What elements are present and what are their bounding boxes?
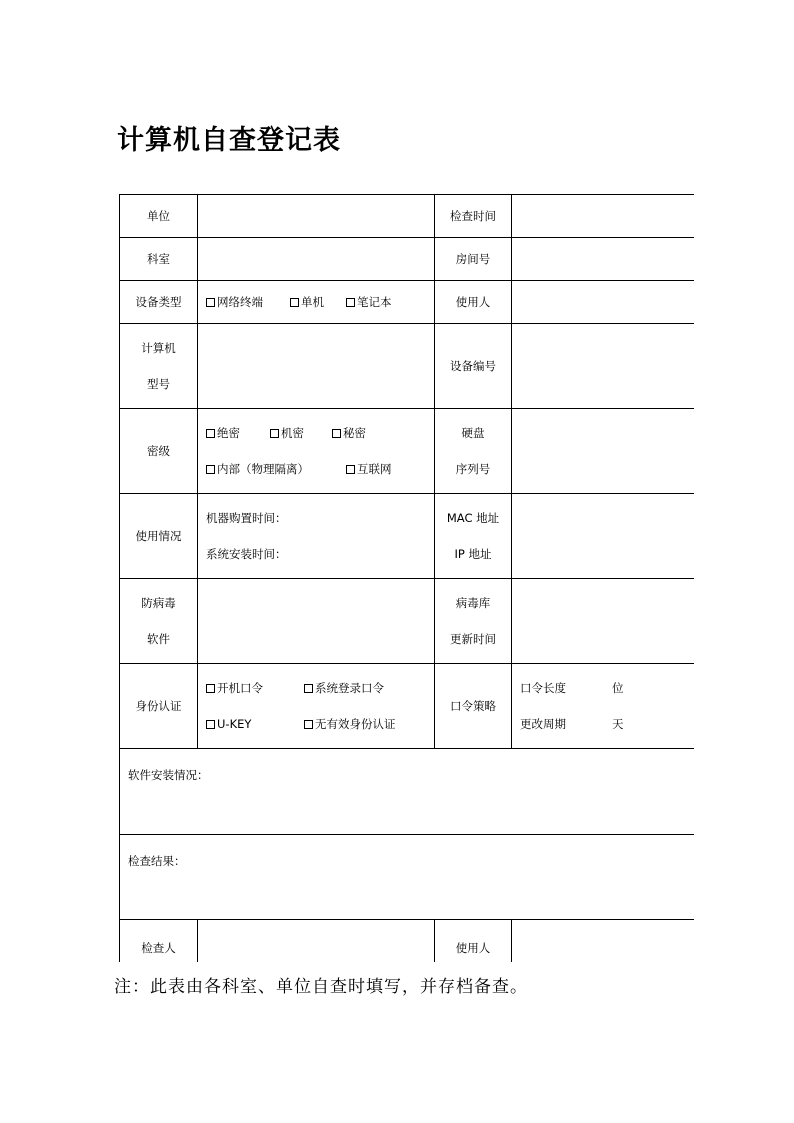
pw-change-label: 更改周期	[520, 717, 566, 731]
page-title: 计算机自查登记表	[117, 125, 341, 156]
self-check-form	[119, 194, 694, 962]
check-result-field[interactable]	[120, 835, 695, 920]
software-label: 软件安装情况：	[128, 768, 209, 782]
purchase-time-label: 机器购置时间：	[206, 511, 287, 525]
install-time-label: 系统安装时间：	[206, 547, 287, 561]
disk-serial-field[interactable]	[512, 409, 695, 494]
device-type-options	[198, 281, 435, 324]
checkbox-icon	[270, 429, 279, 438]
unit-label: 单位	[120, 195, 198, 238]
user-label: 使用人	[435, 281, 512, 324]
checkbox-top-secret[interactable]: 绝密	[206, 425, 270, 441]
checkbox-network-terminal[interactable]: 网络终端	[206, 294, 290, 310]
check-time-field[interactable]	[512, 195, 695, 238]
dept-label: 科室	[120, 238, 198, 281]
inspector-label: 检查人	[120, 920, 198, 963]
user-field[interactable]	[512, 281, 695, 324]
checkbox-icon	[206, 720, 215, 729]
usage-label: 使用情况	[120, 494, 198, 579]
model-field[interactable]	[198, 324, 435, 409]
model-label: 计算机 型号	[120, 324, 198, 409]
device-type-label: 设备类型	[120, 281, 198, 324]
pw-length-unit: 位	[612, 681, 624, 695]
checkbox-no-auth[interactable]: 无有效身份认证	[304, 716, 396, 732]
checkbox-icon	[206, 465, 215, 474]
checkbox-confidential[interactable]: 机密	[270, 425, 332, 441]
software-install-field[interactable]	[120, 749, 695, 835]
checkbox-standalone[interactable]: 单机	[290, 294, 346, 310]
checkbox-ukey[interactable]: U-KEY	[206, 716, 304, 732]
device-no-field[interactable]	[512, 324, 695, 409]
antivirus-field[interactable]	[198, 579, 435, 664]
checkbox-icon	[206, 298, 215, 307]
device-no-label: 设备编号	[435, 324, 512, 409]
security-options	[198, 409, 435, 494]
result-label: 检查结果：	[128, 854, 186, 868]
user-field-bottom[interactable]	[512, 920, 695, 963]
checkbox-icon	[206, 684, 215, 693]
usage-field[interactable]	[198, 494, 435, 579]
checkbox-icon	[346, 465, 355, 474]
user-label-bottom: 使用人	[435, 920, 512, 963]
password-policy-label: 口令策略	[435, 664, 512, 749]
check-time-label: 检查时间	[435, 195, 512, 238]
footnote: 注：此表由各科室、单位自查时填写，并存档备查。	[114, 977, 528, 997]
antivirus-label: 防病毒 软件	[120, 579, 198, 664]
pw-change-unit: 天	[612, 717, 624, 731]
checkbox-icon	[346, 298, 355, 307]
checkbox-internet[interactable]: 互联网	[346, 461, 392, 477]
virus-db-field[interactable]	[512, 579, 695, 664]
security-label: 密级	[120, 409, 198, 494]
pw-length-label: 口令长度	[520, 681, 566, 695]
checkbox-laptop[interactable]: 笔记本	[346, 294, 392, 310]
unit-field[interactable]	[198, 195, 435, 238]
mac-ip-field[interactable]	[512, 494, 695, 579]
mac-ip-label: MAC 地址 IP 地址	[435, 494, 512, 579]
auth-options	[198, 664, 435, 749]
password-policy-field[interactable]	[512, 664, 695, 749]
inspector-field[interactable]	[198, 920, 435, 963]
disk-label: 硬盘 序列号	[435, 409, 512, 494]
checkbox-icon	[304, 684, 313, 693]
checkbox-icon	[332, 429, 341, 438]
checkbox-login-password[interactable]: 系统登录口令	[304, 680, 384, 696]
room-label: 房间号	[435, 238, 512, 281]
room-field[interactable]	[512, 238, 695, 281]
checkbox-boot-password[interactable]: 开机口令	[206, 680, 304, 696]
checkbox-secret[interactable]: 秘密	[332, 425, 366, 441]
form-table-wrapper	[119, 194, 694, 962]
checkbox-internal[interactable]: 内部（物理隔离）	[206, 461, 346, 477]
checkbox-icon	[206, 429, 215, 438]
dept-field[interactable]	[198, 238, 435, 281]
checkbox-icon	[290, 298, 299, 307]
virus-db-label: 病毒库 更新时间	[435, 579, 512, 664]
auth-label: 身份认证	[120, 664, 198, 749]
checkbox-icon	[304, 720, 313, 729]
